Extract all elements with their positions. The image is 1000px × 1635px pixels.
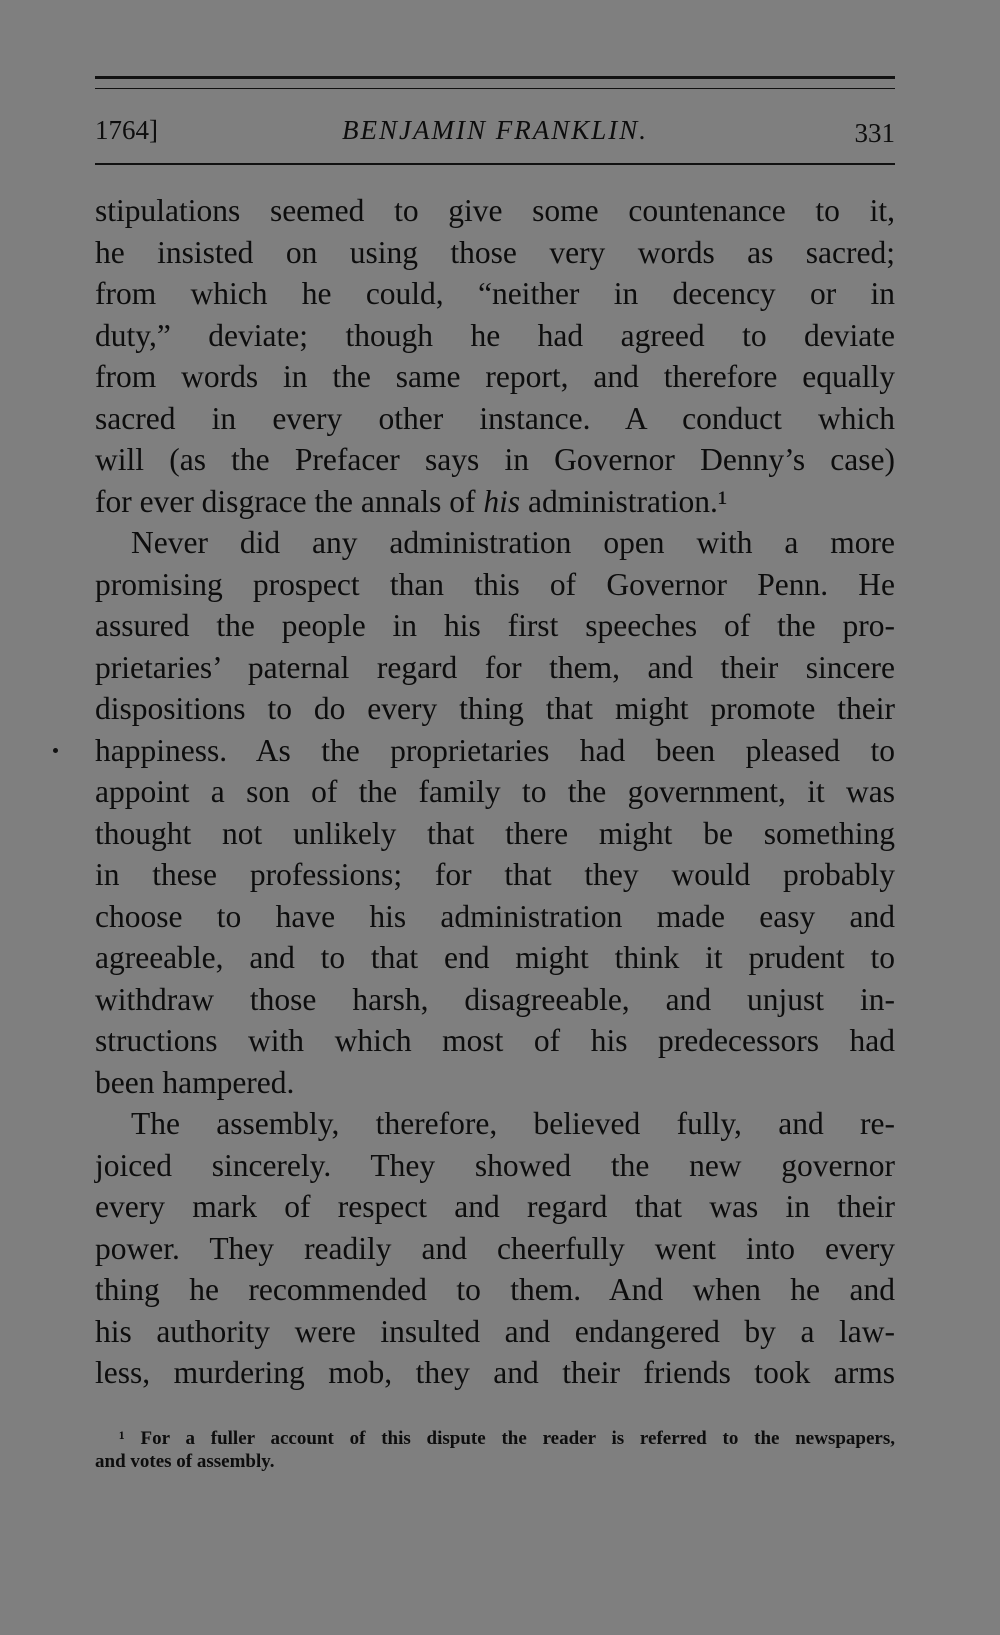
- body-line: The assembly, therefore, believed fully, and re-: [131, 1106, 895, 1141]
- body-line: in these professions; for that they would probably: [95, 857, 895, 892]
- margin-mark: [53, 748, 58, 753]
- body-line: thing he recommended to them. And when he and: [95, 1272, 895, 1307]
- body-line: less, murdering mob, they and their friends took arms: [95, 1355, 895, 1390]
- body-line: his authority were insulted and endangered by a law-: [95, 1313, 895, 1349]
- body-line: agreeable, and to that end might think it prudent to: [95, 940, 895, 975]
- top-rule-thin: [95, 88, 895, 89]
- body-line: duty,” deviate; though he had agreed to deviate: [95, 317, 895, 353]
- body-text: [95, 190, 895, 1394]
- header-year: 1764]: [95, 115, 158, 145]
- body-line: been hampered.: [95, 1064, 295, 1100]
- body-line: promising prospect than this of Governor Penn. He: [95, 566, 895, 602]
- body-line: happiness. As the proprietaries had been pleased to: [95, 732, 895, 768]
- body-line: joiced sincerely. They showed the new governor: [95, 1147, 895, 1183]
- body-line: will (as the Prefacer says in Governor Denny’s case): [95, 442, 895, 477]
- book-page: [95, 0, 895, 1635]
- body-line: withdraw those harsh, disagreeable, and unjust in-: [95, 981, 895, 1017]
- footnote: [95, 1427, 895, 1473]
- emphasized-word: his: [483, 483, 521, 519]
- body-line: assured the people in his first speeches of the pro-: [95, 608, 895, 643]
- body-line: sacred in every other instance. A conduct which: [95, 400, 895, 436]
- body-line: dispositions to do every thing that might promote their: [95, 691, 895, 726]
- footnote-line: ¹ For a fuller account of this dispute the reader is referred to the newspapers,: [119, 1428, 895, 1449]
- footnote-line: and votes of assembly.: [95, 1451, 275, 1472]
- header-title: BENJAMIN FRANKLIN.: [342, 115, 648, 145]
- top-rule-thick: [95, 76, 895, 79]
- running-header: [95, 113, 895, 147]
- page-number: 331: [854, 118, 895, 148]
- body-line: structions with which most of his predecessors had: [95, 1023, 895, 1058]
- body-line: prietaries’ paternal regard for them, and their sincere: [95, 649, 895, 685]
- body-line: appoint a son of the family to the government, it was: [95, 774, 895, 809]
- body-line: he insisted on using those very words as sacred;: [95, 234, 895, 270]
- body-line: Never did any administration open with a more: [131, 525, 895, 560]
- body-line: from words in the same report, and therefore equally: [95, 359, 895, 394]
- header-rule: [95, 163, 895, 165]
- body-line: from which he could, “neither in decency or in: [95, 276, 895, 311]
- body-line: thought not unlikely that there might be something: [95, 815, 895, 851]
- body-line: for ever disgrace the annals of his administration.¹: [95, 483, 728, 519]
- body-line: choose to have his administration made easy and: [95, 898, 895, 934]
- body-line: every mark of respect and regard that was in their: [95, 1189, 895, 1224]
- body-line: power. They readily and cheerfully went into every: [95, 1230, 895, 1266]
- body-line: stipulations seemed to give some countenance to it,: [95, 193, 895, 228]
